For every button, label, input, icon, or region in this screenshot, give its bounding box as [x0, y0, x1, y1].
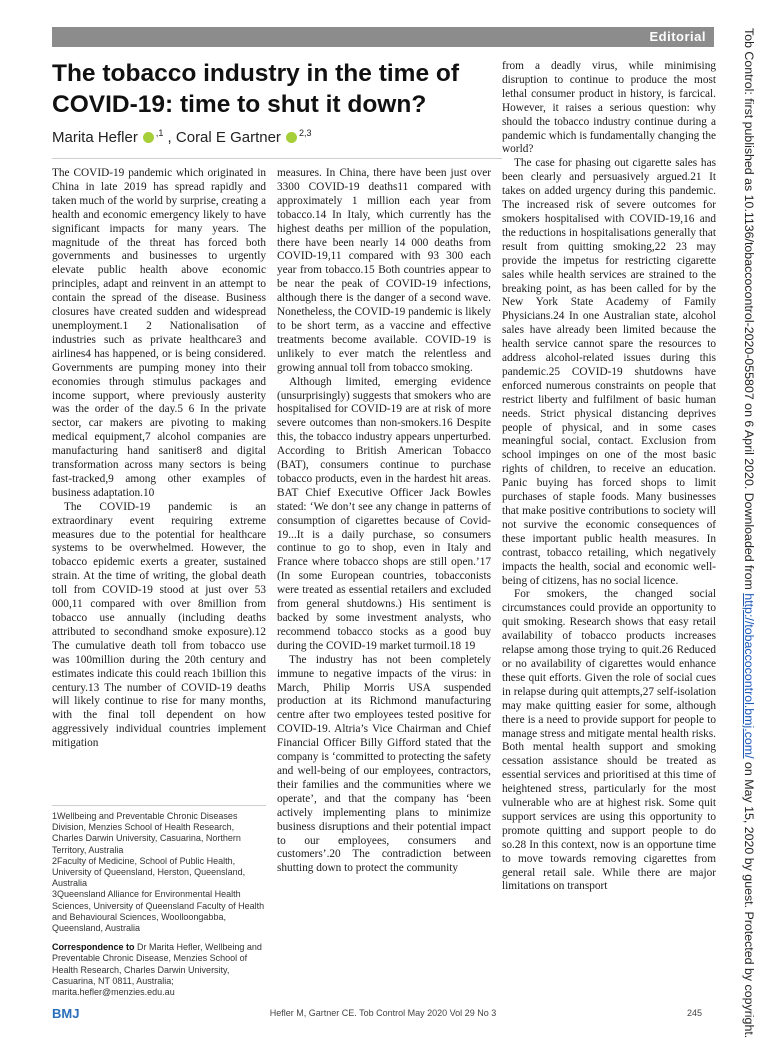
paragraph: Although limited, emerging evidence (unsurprisingly) suggests that smokers who are hospitalised for COVID-19 are at risk of more severe outcomes than non-smokers.16 Despite this, the tobacco industry appears unperturbed. According to British American Tobacco (BAT), consumers continue to purchase tobacco products, even in the hardest hit areas. BAT Chief Executive Officer Jack Bowles stated: ‘We don’t see any change in patterns of consumption of cigarettes because of Covid-19...It is a daily purchase, so consumers continue to go to shop, even in Italy and France where tobacco shops are still open.’17 (In some European countries, tobacconists were treated as essential retailers and excluded from general shutdowns.) His sentiment is backed by some investment analysts, who recommend tobacco stocks as a good buy during the COVID-19 market turmoil.18 19 — [277, 375, 491, 652]
paragraph: The COVID-19 pandemic is an extraordinary event requiring extreme measures due to the potential for healthcare systems to be overwhelmed. However, the tobacco epidemic exerts a greater, sustained strain. At the time of writing, the global death toll from COVID-19 stood at just over 53 000,11 compared with over 8million from tobacco use annually (including deaths attributed to secondhand smoke exposure).12 The cumulative death toll from tobacco use was 100million during the 20th century and estimates indicate this could reach 1billion this century.13 The number of COVID-19 deaths will likely continue to rise for many months, with the final toll dependent on how aggressively individual countries implement mitigation — [52, 500, 266, 750]
author-affiliation: ,1 — [155, 128, 164, 138]
text-column-3 — [502, 60, 716, 894]
paragraph: The COVID-19 pandemic which originated in China in late 2019 has spread rapidly and taken much of the world by surprise, creating a health and economic emergency likely to have significant impacts for many years. The magnitude of the threat has forced both governments and businesses to urgently elevate public health above economic principles, adapt and reinvent in an attempt to contain the spread of the disease. Business closures have created sudden and widespread unemployment.1 2 Nationalisation of industries such as private healthcare3 and airlines4 has happened, or is being considered. Governments are pumping money into their economies through stimulus packages and income support, where previously austerity was the order of the day.5 6 In the private sector, car makers are pivoting to making medical equipment,7 alcohol companies are manufacturing hand sanitiser8 and digital transformation across many sectors is being fast-tracked,9 among other examples of business adaptation.10 — [52, 167, 266, 499]
correspondence — [52, 942, 266, 998]
footnote-divider — [52, 805, 266, 806]
side-link[interactable]: http://tobaccocontrol.bmj.com/ — [742, 593, 756, 759]
title-divider — [52, 158, 502, 159]
author-list — [52, 128, 492, 146]
side-text: Tob Control: first published as 10.1136/tobaccocontrol-2020-055807 on 6 April 2020. Downloaded from — [742, 28, 756, 594]
page-number: 245 — [686, 1008, 702, 1018]
paragraph: The case for phasing out cigarette sales has been clearly and persuasively argued.21 It takes on added urgency during this pandemic. The increased risk of severe outcomes for smokers hospitalised with COVID-19,16 and the reductions in hospitalisations generally that result from quitting smoking,22 23 may provide the impetus for restricting cigarette sales while health services are strained to the breaking point, as has been called for by the New York State Academy of Family Physicians.24 In one Australian state, alcohol sales have already been limited because the health service cannot spare the resources to address alcohol-related issues during this pandemic.25 COVID-19 shutdowns have enforced numerous constraints on people that restrict liberty and fulfilment of basic human needs. Strict physical distancing deprives people of physical, and in some cases meaningful social, contact. Exclusion from school impinges on one of the most basic rights of children, to receive an education. Panic buying has forced shops to limit purchases of staple foods. Many businesses that make positive contributions to society will not survive the economic consequences of these important public health measures. In contrast, tobacco retailing, which negatively impacts the health, social and economic well-being of citizens, has no social licence. — [502, 157, 716, 587]
article-title: The tobacco industry in the time of COVID-19: time to shut it down? — [52, 60, 460, 118]
orcid-icon[interactable] — [143, 132, 154, 143]
affiliation: 3Queensland Alliance for Environmental Health Sciences, University of Queensland Faculty of Health and Behavioural Sciences, Woolloongabba, Queensland, Australia — [52, 889, 265, 934]
footer-citation: Hefler M, Gartner CE. Tob Control May 2020 Vol 29 No 3 — [269, 1008, 497, 1018]
text-column-2 — [277, 167, 491, 876]
correspondence-label: Correspondence to — [52, 942, 135, 953]
affiliations-block — [52, 811, 266, 998]
bmj-logo: BMJ — [52, 1006, 80, 1021]
paragraph: measures. In China, there have been just over 3300 COVID-19 deaths11 compared with approximately 1 million each year from tobacco.14 In Italy, which currently has the highest deaths per million of the population, there have been nearly 14 000 deaths from COVID-19,11 compared with 93 300 each year from tobacco.15 Both countries appear to be near the peak of COVID-19 infections, although there is the danger of a second wave. Nonetheless, the COVID-19 pandemic is likely to be short term, as a vaccine and effective treatments become available. COVID-19 is unlikely to ever match the relentless and growing annual toll from tobacco smoking. — [277, 167, 491, 374]
orcid-icon[interactable] — [286, 132, 297, 143]
section-label: Editorial — [649, 29, 706, 44]
paragraph: The industry has not been completely immune to negative impacts of the virus: in March, Philip Morris USA suspended production at its Richmond manufacturing centre after two employees tested positive for COVID-19. Altria’s Vice Chairman and Chief Financial Officer Billy Gifford stated that the company is ‘committed to protecting the safety and well-being of our employees, contractors, their families and the communities where we operate’, and that the company has ‘been actively implementing plans to minimize business disruptions and their potential impact to our employees, consumers and customers’.20 The contradiction between shutting down to protect the community — [277, 653, 491, 875]
correspondence-text: Dr Marita Hefler, Wellbeing and Preventable Chronic Disease, Menzies School of Health Research, Charles Darwin University, Casuarina, NT 0811, Australia; marita.hefler@menzies.edu.au — [52, 942, 262, 998]
author-affiliation: 2,3 — [298, 128, 312, 138]
paragraph: from a deadly virus, while minimising disruption to continue to produce the most lethal consumer product in history, is farcical. However, it raises a serious question: why should the tobacco industry continue during a pandemic which is fundamentally changing the world? — [502, 60, 716, 156]
side-text-end: on May 15, 2020 by guest. Protected by copyright. — [742, 758, 756, 1038]
author-separator: , — [167, 129, 176, 146]
author-name[interactable]: Marita Hefler — [52, 129, 138, 146]
page-footer — [52, 1006, 714, 1022]
affiliation: 1Wellbeing and Preventable Chronic Diseases Division, Menzies School of Health Research, Charles Darwin University, Casuarina, Northern Territory, Australia — [52, 811, 241, 855]
paragraph: For smokers, the changed social circumstances could provide an opportunity to quit smoking. Research shows that easy retail availability of tobacco products increases relapse among those trying to quit.26 Reduced or no availability of cigarettes would enhance these quit efforts. Given the role of social cues in relapse during quit attempts,27 self-isolation may make quitting easier for some, although there is a need to provide support for people to manage stress and mitigate mental health risks. Both mental health support and smoking cessation assistance should be treated as essential services and prioritised at this time of heightened stress, particularly for the most vulnerable who are at highest risk. Some quit support services are using this opportunity to promote quitting and support people to do so.28 In this context, now is an opportune time to move towards removing cigarettes from general retail sale. While there are major limitations on transport — [502, 588, 716, 893]
side-download-notice — [738, 28, 760, 1038]
text-column-1 — [52, 167, 266, 751]
section-banner — [52, 27, 714, 47]
author-name[interactable]: Coral E Gartner — [175, 129, 281, 146]
affiliation: 2Faculty of Medicine, School of Public Health, University of Queensland, Herston, Queensland, Australia — [52, 855, 246, 889]
